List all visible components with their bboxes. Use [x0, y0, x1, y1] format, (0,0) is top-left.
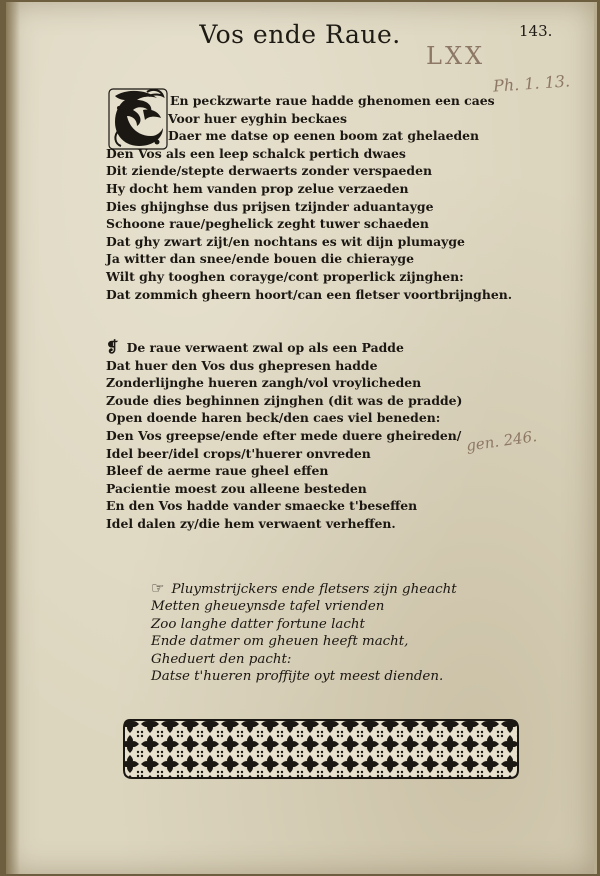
page-gutter-shadow — [6, 2, 20, 874]
manuscript-note-margin: gen. 246. — [465, 427, 538, 455]
stanza-1-line: Voor huer eyghin beckaes — [168, 110, 347, 126]
stanza-2-line: En den Vos hadde vander smaecke t'beseffen — [106, 498, 418, 514]
moral-stanza — [151, 580, 481, 685]
page-title: Vos ende Raue. — [199, 20, 401, 49]
stanza-2-line: Idel dalen zy/die hem verwaent verheffen. — [106, 515, 396, 531]
stanza-1-line: Schoone raue/peghelick zeght tuwer schaeden — [106, 216, 429, 232]
stanza-1-line: Wilt ghy tooghen corayge/cont properlick zijnghen: — [106, 268, 464, 284]
pointing-hand-icon: ☞ — [151, 579, 165, 597]
moral-line: Gheduert den pacht: — [151, 651, 292, 667]
stanza-1-line: Dit ziende/stepte derwaerts zonder verspaeden — [106, 163, 432, 179]
stanza-1-line: Hy docht hem vanden prop zelue verzaeden — [106, 180, 409, 196]
stanza-2-line: Open doende haren beck/den caes viel beneden: — [106, 410, 441, 426]
moral-line: Zoo langhe datter fortune lacht — [151, 616, 365, 632]
moral-line: Ende datmer om gheuen heeft macht, — [151, 634, 409, 650]
manuscript-note-reference: Ph. 1. 13. — [492, 71, 571, 96]
moral-line: ☞ Pluymstrijckers ende fletsers zijn gheacht — [151, 579, 457, 597]
stanza-2-line: Idel beer/idel crops/t'huerer onvreden — [106, 445, 371, 461]
stanza-1-line: Den Vos als een leep schalck pertich dwaes — [106, 145, 406, 161]
stanza-2-line: Zoude dies beghinnen zijnghen (dit was de pradde) — [106, 392, 463, 408]
stanza-2-line: Zonderlijnghe hueren zangh/vol vroylicheden — [106, 375, 422, 391]
manuscript-note-top: LXX — [426, 42, 486, 70]
stanza-1 — [106, 92, 526, 303]
stanza-1-line: Dat zommich gheern hoort/can een fletser voortbrijnghen. — [106, 286, 513, 302]
stanza-2-line: ❡ De raue verwaent zwal op als een Padde — [106, 338, 404, 356]
ornament-border-icon — [120, 714, 522, 784]
stanza-1-line: Dies ghijnghse dus prijsen tzijnder aduantayge — [106, 198, 434, 214]
stanza-2-line: Dat huer den Vos dus ghepresen hadde — [106, 357, 378, 373]
pilcrow-icon: ❡ — [106, 338, 119, 356]
stanza-2 — [106, 339, 526, 533]
page-number: 143. — [519, 22, 553, 40]
stanza-1-line: Daer me datse op eenen boom zat ghelaeden — [168, 128, 480, 144]
stanza-1-line: En peckzwarte raue hadde ghenomen een caes — [170, 93, 495, 108]
moral-line: Datse t'hueren proffijte oyt meest dienden. — [151, 669, 444, 685]
stanza-2-line: Pacientie moest zou alleene besteden — [106, 480, 367, 496]
moral-line: Metten gheueynsde tafel vrienden — [151, 599, 385, 615]
stanza-1-line: Dat ghy zwart zijt/en nochtans es wit dijn plumayge — [106, 233, 465, 249]
book-page — [6, 2, 597, 874]
stanza-2-line: Den Vos greepse/ende efter mede duere gheireden/ — [106, 427, 462, 443]
stanza-1-line: Ja witter dan snee/ende bouen die chierayge — [106, 251, 414, 267]
stanza-2-line: Bleef de aerme raue gheel effen — [106, 463, 329, 479]
